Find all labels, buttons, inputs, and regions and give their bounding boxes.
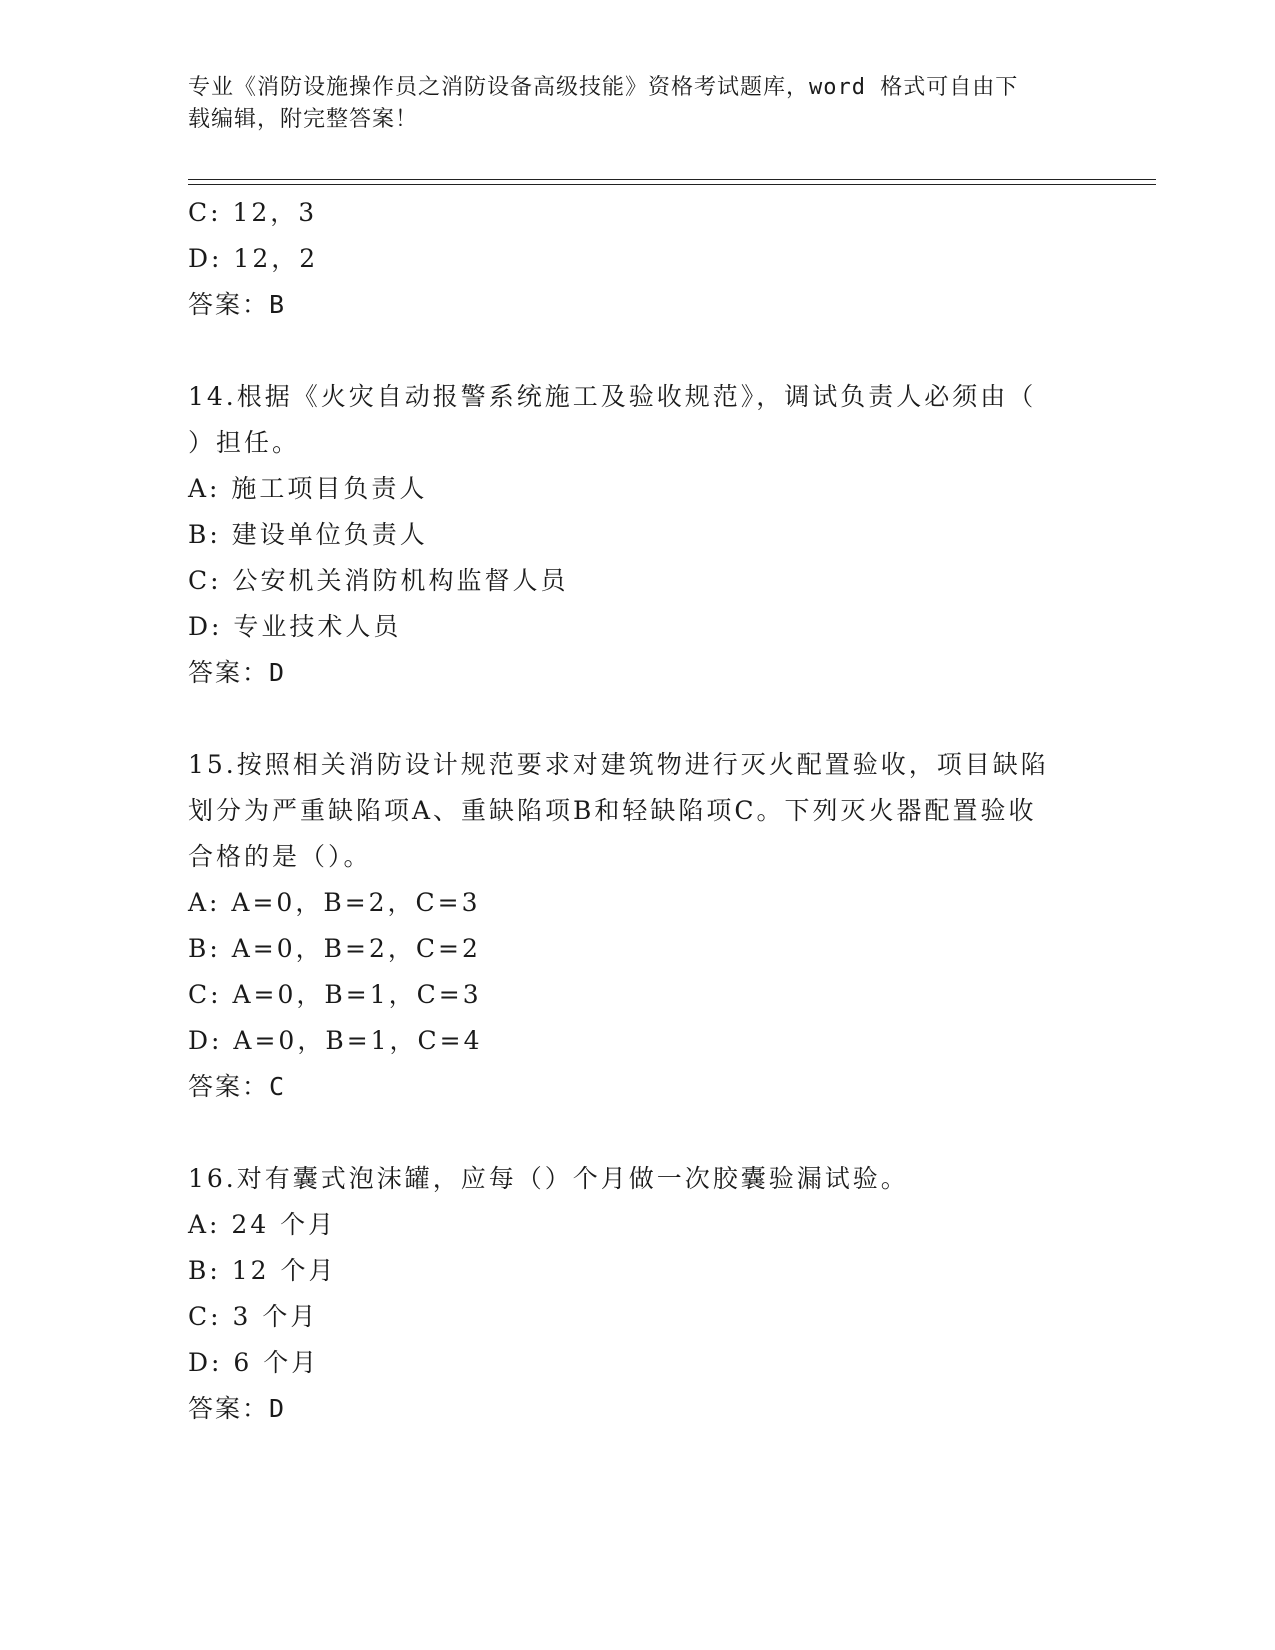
option-d: D: 专业技术人员 xyxy=(188,612,402,641)
question-14 xyxy=(188,374,1088,696)
option-b: B: 12 个月 xyxy=(188,1256,337,1285)
header-rule-top xyxy=(188,179,1156,180)
question-stem: 15.按照相关消防设计规范要求对建筑物进行灭火配置验收，项目缺陷 xyxy=(188,750,1049,779)
prev-question xyxy=(188,190,1088,328)
question-16 xyxy=(188,1156,1088,1432)
answer: 答案：D xyxy=(188,1394,287,1423)
header-line-1: 专业《消防设施操作员之消防设备高级技能》资格考试题库，word 格式可自由下 xyxy=(188,75,1019,100)
option-b: B: 建设单位负责人 xyxy=(188,520,428,549)
question-stem: 16.对有囊式泡沫罐，应每（）个月做一次胶囊验漏试验。 xyxy=(188,1164,909,1193)
option-b: B: A=0，B=2，C=2 xyxy=(188,934,481,963)
option-c: C: A=0，B=1，C=3 xyxy=(188,980,482,1009)
option-a: A: 施工项目负责人 xyxy=(188,474,428,503)
question-list xyxy=(188,190,1088,1432)
option-c: C: 公安机关消防机构监督人员 xyxy=(188,566,569,595)
document-header xyxy=(188,72,1068,136)
option-c: C: 12，3 xyxy=(188,198,318,227)
option-c: C: 3 个月 xyxy=(188,1302,319,1331)
question-stem: ）担任。 xyxy=(188,428,301,457)
option-d: D: 12，2 xyxy=(188,244,319,273)
header-line-2: 载编辑，附完整答案！ xyxy=(188,107,419,132)
option-d: D: A=0，B=1，C=4 xyxy=(188,1026,483,1055)
question-stem: 划分为严重缺陷项A、重缺陷项B和轻缺陷项C。下列灭火器配置验收 xyxy=(188,796,1037,825)
answer: 答案：D xyxy=(188,658,287,687)
option-d: D: 6 个月 xyxy=(188,1348,320,1377)
answer: 答案：B xyxy=(188,290,287,319)
header-rule-bottom xyxy=(188,184,1156,185)
question-15 xyxy=(188,742,1088,1110)
option-a: A: A=0，B=2，C=3 xyxy=(188,888,481,917)
question-stem: 合格的是（）。 xyxy=(188,842,372,871)
answer: 答案：C xyxy=(188,1072,287,1101)
option-a: A: 24 个月 xyxy=(188,1210,337,1239)
question-stem: 14.根据《火灾自动报警系统施工及验收规范》，调试负责人必须由（ xyxy=(188,382,1037,411)
